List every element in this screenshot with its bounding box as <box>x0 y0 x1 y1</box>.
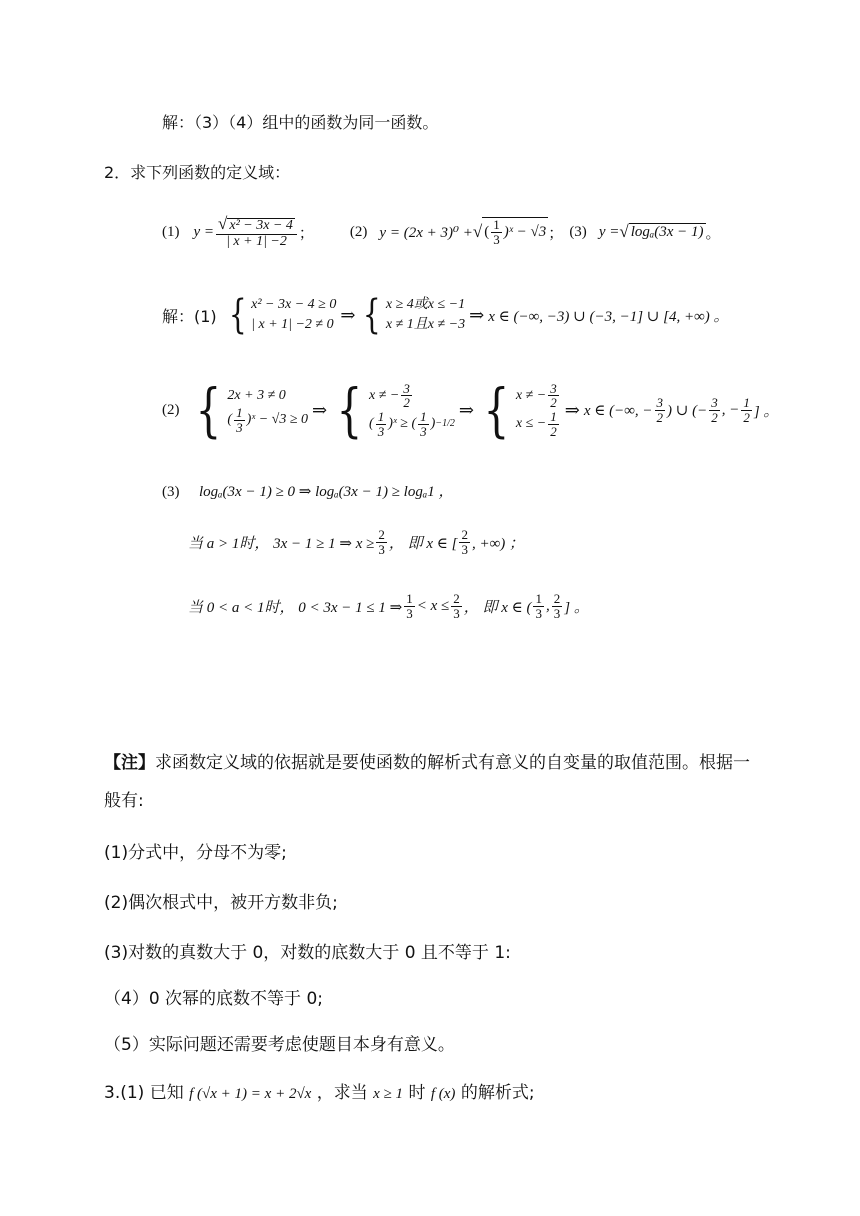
solution-2-3-case1: 当 a > 1时， 3x − 1 ≥ 1 ⇒ x ≥ $\frac{2}{3}$ ， 即 x ∈ [ $\frac{2}{3}$ , +∞) ； <box>188 526 525 557</box>
solution-2-1-result: x ∈ (−∞, −3) ∪ (−3, −1] ∪ [4, +∞) 。 <box>488 308 729 325</box>
system-2c: { x ≠ − $\frac{3}{2}$ x ≤ − $\frac{1}{2}$ <box>483 376 557 444</box>
note-head: 【注】 <box>104 753 155 773</box>
solution-2-2-result: x ∈ (−∞, − $\frac{3}{2}$ ) ∪ (− $\frac{3}{2}$ , − $\frac{1}{2}$ ] 。 <box>583 394 779 425</box>
solution-2-1: 解：(1) { x² − 3x − 4 ≥ 0 | x + 1| −2 ≠ 0 ⇒ { x ≥ 4或x ≤ −1 x ≠ 1且x ≠ −3 ⇒ x ∈ (−∞, −3) ∪ (−3, −1] ∪ [4, +∞) 。 <box>162 292 729 338</box>
part-1-label: (1) <box>162 223 180 240</box>
part-2-label: (2) <box>349 223 368 240</box>
solution-2-2-label: (2) <box>162 401 180 418</box>
system-1a: { x² − 3x − 4 ≥ 0 | x + 1| −2 ≠ 0 <box>228 292 337 338</box>
separator-1: ； <box>298 225 314 242</box>
solution-1: 解：（3）（4）组中的函数为同一函数。 <box>162 113 439 132</box>
part-3-label: (3) <box>569 223 587 240</box>
note-line-1: 【注】求函数定义域的依据就是要使函数的解析式有意义的自变量的取值范围。根据一 <box>104 753 750 773</box>
part-1-denominator: | x + 1| −2 <box>226 233 287 249</box>
note-item-5: （5）实际问题还需要考虑使题目本身有意义。 <box>104 1035 455 1055</box>
note-item-1: (1)分式中，分母不为零; <box>104 843 287 863</box>
note-item-4: （4）0 次幂的底数不等于 0; <box>104 989 323 1009</box>
system-1b: { x ≥ 4或x ≤ −1 x ≠ 1且x ≠ −3 <box>363 292 466 338</box>
solution-2-3-line1: logₐ(3x − 1) ≥ 0 ⇒ logₐ(3x − 1) ≥ logₐ1 ， <box>199 484 454 500</box>
part-3-radicand: logₐ(3x − 1) <box>630 224 704 240</box>
part-2-fraction: $\frac{1}{3}$ <box>493 217 500 247</box>
part-1-numerator: x² − 3x − 4 <box>229 217 293 233</box>
question-3: 3.(1) 已知 f (√x + 1) = x + 2√x ，求当 x ≥ 1 时 f (x) 的解析式; <box>104 1083 535 1103</box>
part-3-y: y = <box>598 223 620 240</box>
part-3-end: 。 <box>705 225 721 242</box>
system-2a: { 2x + 3 ≠ 0 ( $\frac{1}{3}$ )ˣ − √3 ≥ 0 <box>195 376 309 444</box>
part-2-expr: y = (2x + 3)⁰ + <box>379 224 473 241</box>
solution-2-3-case2: 当 0 < a < 1时， 0 < 3x − 1 ≤ 1 ⇒ $\frac{1}{3}$ < x ≤ $\frac{2}{3}$ ， 即 x ∈ ( $\frac{1}{3}$ , $\frac{2}{3}$ ] 。 <box>188 590 589 621</box>
system-2b: { x ≠ − $\frac{3}{2}$ ( $\frac{1}{3}$ )ˣ ≥ ( $\frac{1}{3}$ ) −1/2 <box>336 376 455 444</box>
question-2-title: 2．求下列函数的定义域： <box>104 163 291 182</box>
part-1-fraction: $\frac{\text{√ x² − 3x − 4}}{| x + 1| -2}$ <box>216 215 297 249</box>
note-item-3: (3)对数的真数大于 0，对数的底数大于 0 且不等于 1: <box>104 943 511 963</box>
question-2-parts: (1) y = $\frac{\text{√ x² − 3x − 4}}{| x + 1| -2}$ ； (2) y = (2x + 3)⁰ + √ ( $\frac{1}{3}$ )ˣ − √3 ； (3) y = √ logₐ(3x − 1) 。 <box>162 213 721 249</box>
separator-2: ； <box>548 225 564 242</box>
solution-2-3 <box>162 480 454 501</box>
note-item-2: (2)偶次根式中，被开方数非负; <box>104 893 338 913</box>
solution-2-prefix: 解：(1) <box>162 306 217 326</box>
part-2-rest: )ˣ − √3 <box>503 224 547 240</box>
solution-2-3-label: (3) <box>162 484 180 500</box>
solution-2-2: (2) { 2x + 3 ≠ 0 ( $\frac{1}{3}$ )ˣ − √3 ≥ 0 ⇒ { x ≠ − $\frac{3}{2}$ ( $\frac{1}{3}$ )ˣ ≥ ( $\frac{1}{3}$ ) −1/2 ⇒ { x ≠ − $\frac{3}{2}$ x ≤ − $\frac{1}{2}$ ⇒ x ∈ (−∞, − $\frac{3}{2}$ ) ∪ (− $\frac{3}{2}$ , − $\frac{1}{2}$ ] 。 <box>162 376 779 444</box>
part-1-y: y = <box>193 223 215 240</box>
note-line-2: 般有: <box>104 791 144 811</box>
